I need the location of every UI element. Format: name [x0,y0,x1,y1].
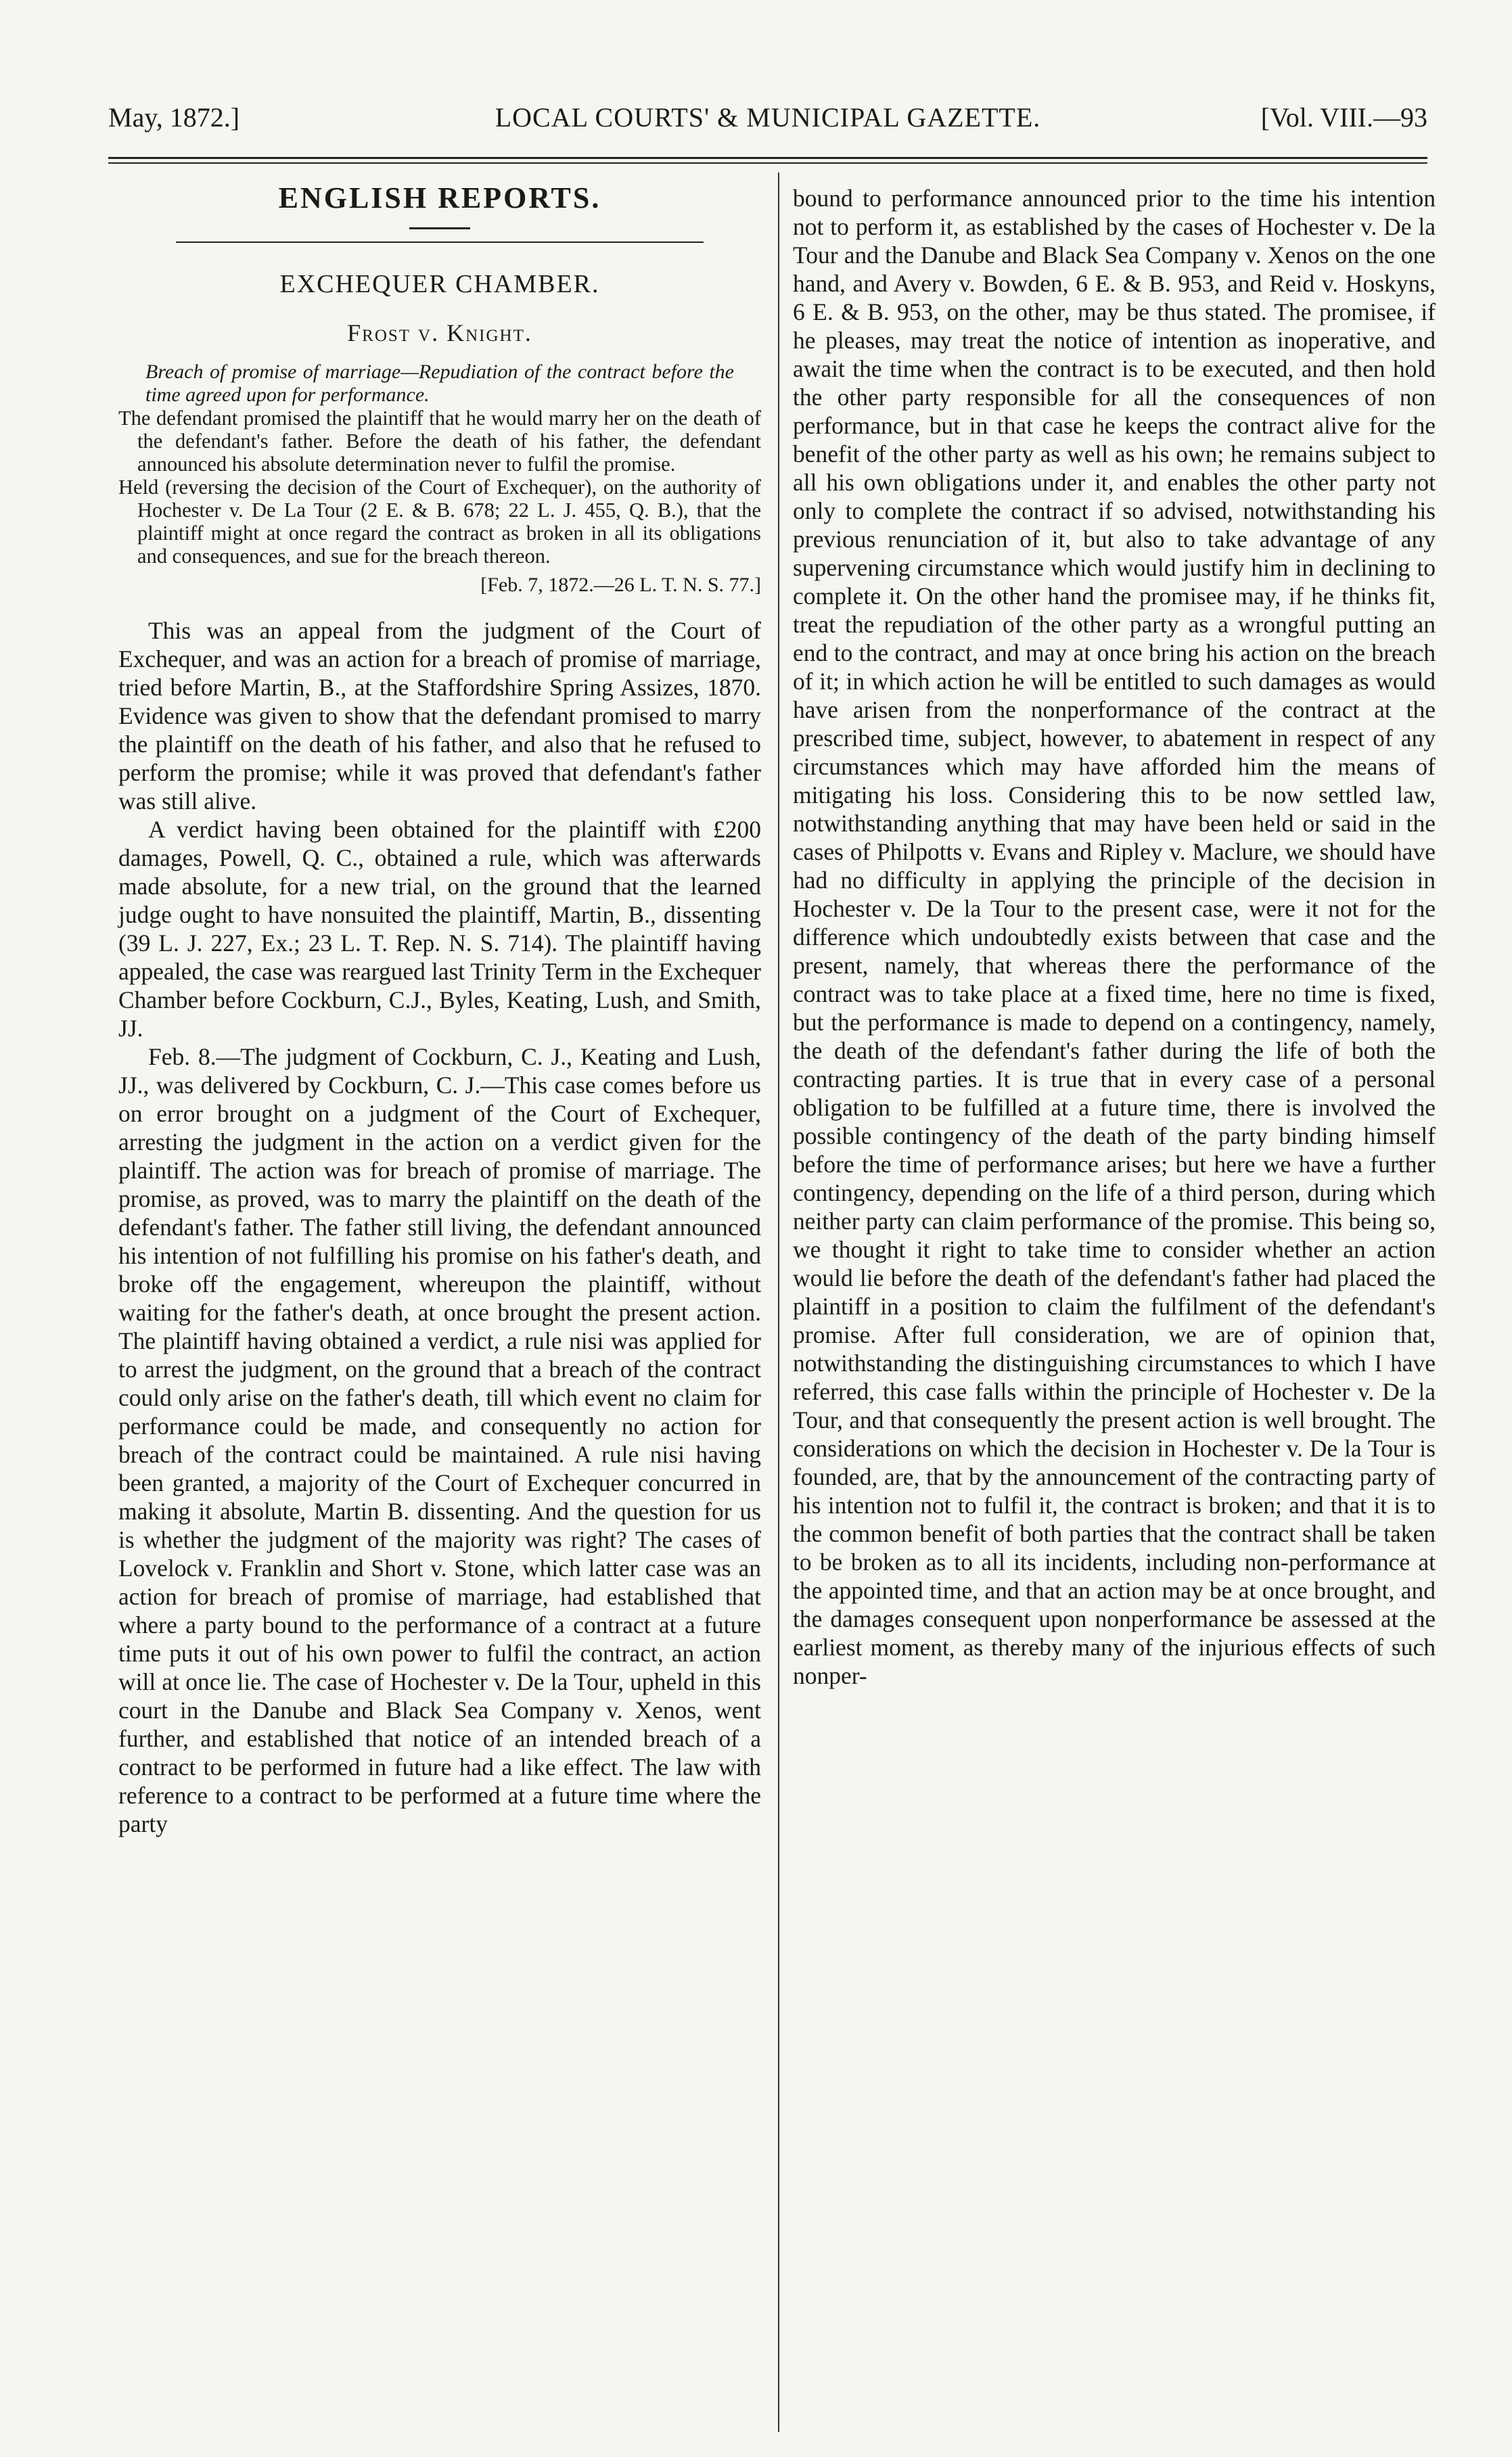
running-head [108,101,1427,142]
column-divider [778,173,779,2432]
headnote-subject: Breach of promise of marriage—Repudiation of the contract before the time agreed upon for performance. [145,361,734,406]
running-head-title: LOCAL COURTS' & MUNICIPAL GAZETTE. [495,102,1041,133]
section-rule-long [176,242,704,243]
header-rule [108,157,1427,159]
running-head-volume: [Vol. VIII.—93 [1260,102,1427,133]
section-rule [409,227,470,229]
headnote-facts: The defendant promised the plaintiff that he would marry her on the death of the defendant's father. Before the death of his father, the defendant announced his absolute determination never to fulfil the promise. [118,407,761,476]
case-title: Frost v. Knight. [347,319,532,346]
right-column [793,184,1436,1690]
court-name: EXCHEQUER CHAMBER. [279,270,600,298]
citation: [Feb. 7, 1872.—26 L. T. N. S. 77.] [480,574,761,596]
header-rule-thin [108,162,1427,164]
headnote-held: Held (reversing the decision of the Court of Exchequer), on the authority of Hochester v. De La Tour (2 E. & B. 678; 22 L. J. 455, Q. B.), that the plaintiff might at once regard the contract as broken in all its obligations and consequences, and sue for the breach thereon. [118,476,761,568]
running-head-date: May, 1872.] [108,102,240,133]
left-column [118,181,761,1838]
paragraph: This was an appeal from the judgment of the Court of Exchequer, and was an action for a breach of promise of marriage, tried before Martin, B., at the Staffordshire Spring Assizes, 1870. Evidence was given to show that the defendant promised to marry the plaintiff on the death of his father, and also that he refused to perform the promise; while it was proved that defendant's father was still alive. [118,617,761,814]
section-heading: ENGLISH REPORTS. [278,181,601,214]
paragraph: bound to performance announced prior to the time his intention not to perform it, as established by the cases of Hochester v. De la Tour and the Danube and Black Sea Company v. Xenos on the one hand, and Avery v. Bowden, 6 E. & B. 953, and Reid v. Hoskyns, 6 E. & B. 953, on the other, may be thus stated. The promisee, if he pleases, may treat the notice of intention as inoperative, and await the time when the contract is to be executed, and then hold the other party responsible for all the consequences of non performance, but in that case he keeps the contract alive for the benefit of the other party as well as his own; he remains subject to all his own obligations under it, and enables the other party not only to complete the contract if so advised, notwithstanding his previous renunciation of it, but also to take advantage of any supervening circumstance which would justify him in declining to complete it. On the other hand the promisee may, if he thinks fit, treat the repudiation of the other party as a wrongful putting an end to the contract, and may at once bring his action on the breach of it; in which action he will be entitled to such damages as would have arisen from the nonperformance of the contract at the prescribed time, subject, however, to abatement in respect of any circumstances which may have afforded him the means of mitigating his loss. Considering this to be now settled law, notwithstanding anything that may have been held or said in the cases of Philpotts v. Evans and Ripley v. Maclure, we should have had no difficulty in applying the principle of the decision in Hochester v. De la Tour to the present case, were it not for the difference which undoubtedly exists between that case and the present, namely, that whereas there the performance of the contract was to take place at a fixed time, here no time is fixed, but the performance is made to depend on a contingency, namely, the death of the defendant's father during the life of both the contracting parties. It is true that in every case of a personal obligation to be fulfilled at a future time, there is involved the possible contingency of the death of the party binding himself before the time of performance arises; but here we have a further contingency, depending on the life of a third person, during which neither party can claim performance of the promise. This being so, we thought it right to take time to consider whether an action would lie before the death of the defendant's father had placed the plaintiff in a position to claim the fulfilment of the defendant's promise. After full consideration, we are of opinion that, notwithstanding the distinguishing circumstances to which I have referred, this case falls within the principle of Hochester v. De la Tour, and that consequently the present action is well brought. The considerations on which the decision in Hochester v. De la Tour is founded, are, that by the announcement of the contracting party of his intention not to fulfil it, the contract is broken; and that it is to the common benefit of both parties that the contract shall be taken to be broken as to all its incidents, including non-performance at the appointed time, and that an action may be at once brought, and the damages consequent upon nonperformance be assessed at the earliest moment, as thereby many of the injurious effects of such nonper- [793,185,1436,1689]
paragraph: A verdict having been obtained for the plaintiff with £200 damages, Powell, Q. C., obtained a rule, which was afterwards made absolute, for a new trial, on the ground that the learned judge ought to have nonsuited the plaintiff, Martin, B., dissenting (39 L. J. 227, Ex.; 23 L. T. Rep. N. S. 714). The plaintiff having appealed, the case was reargued last Trinity Term in the Exchequer Chamber before Cockburn, C.J., Byles, Keating, Lush, and Smith, JJ. [118,816,761,1042]
paragraph: Feb. 8.—The judgment of Cockburn, C. J., Keating and Lush, JJ., was delivered by Cockburn, C. J.—This case comes before us on error brought on a judgment of the Court of Exchequer, arresting the judgment in the action on a verdict given for the plaintiff. The action was for breach of promise of marriage. The promise, as proved, was to marry the plaintiff on the death of the defendant's father. The father still living, the defendant announced his intention of not fulfilling his promise on his father's death, and broke off the engagement, whereupon the plaintiff, without waiting for the father's death, at once brought the present action. The plaintiff having obtained a verdict, a rule nisi was applied for to arrest the judgment, on the ground that a breach of the contract could only arise on the father's death, till which event no claim for performance could be made, and consequently no action for breach of the contract could be maintained. A rule nisi having been granted, a majority of the Court of Exchequer concurred in making it absolute, Martin B. dissenting. And the question for us is whether the judgment of the majority was right? The cases of Lovelock v. Franklin and Short v. Stone, which latter case was an action for breach of promise of marriage, had established that where a party bound to the performance of a contract at a future time puts it out of his own power to fulfil the contract, an action will at once lie. The case of Hochester v. De la Tour, upheld in this court in the Danube and Black Sea Company v. Xenos, went further, and established that notice of an intended breach of a contract to be performed in future had a like effect. The law with reference to a contract to be performed at a future time where the party [118,1043,761,1837]
